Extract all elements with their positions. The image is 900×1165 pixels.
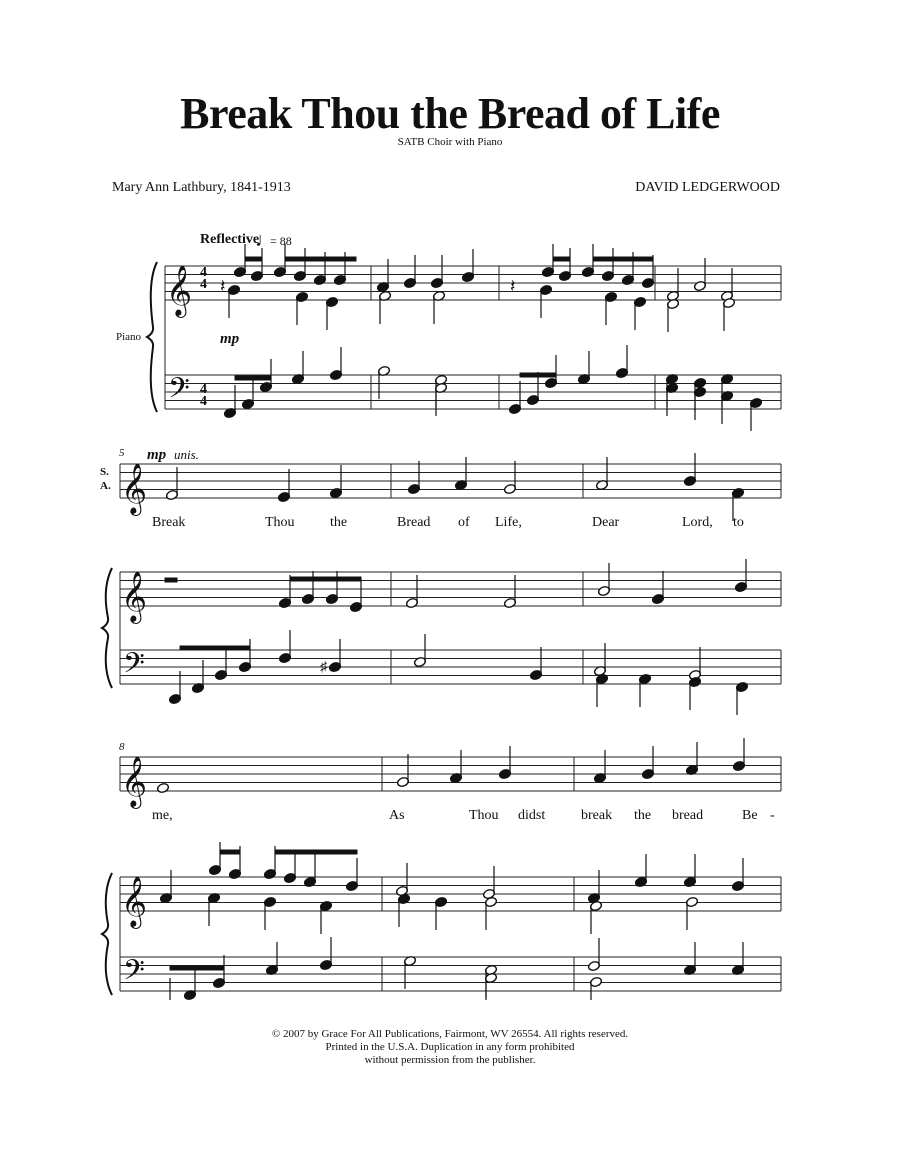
beam bbox=[180, 646, 250, 650]
lyric-syllable: the bbox=[330, 515, 348, 530]
sharp-icon: ♯ bbox=[320, 660, 327, 675]
measure-number: 8 bbox=[119, 741, 125, 753]
beam bbox=[220, 850, 240, 854]
measure-number: 5 bbox=[119, 447, 125, 459]
lyric-syllable: to bbox=[733, 515, 744, 530]
beam bbox=[520, 373, 556, 377]
treble-clef-icon: 𝄞 bbox=[121, 876, 148, 927]
bass-clef-icon: 𝄢 bbox=[123, 954, 145, 994]
lyric-syllable: break bbox=[581, 808, 613, 823]
lyric-syllable: bread bbox=[672, 808, 704, 823]
lyric-syllable: - bbox=[770, 808, 775, 823]
piano-label: Piano bbox=[116, 331, 142, 343]
lyric-syllable: Dear bbox=[592, 515, 620, 530]
lyric-syllable: As bbox=[389, 808, 405, 823]
brace bbox=[147, 262, 157, 412]
beam bbox=[275, 850, 357, 854]
brace bbox=[102, 568, 112, 688]
notehead bbox=[156, 782, 169, 793]
unison-marking: unis. bbox=[174, 447, 199, 462]
lyric-syllable: Break bbox=[152, 515, 186, 530]
composer-credit: DAVID LEDGERWOOD bbox=[635, 180, 780, 195]
tempo-value: = 88 bbox=[270, 234, 292, 248]
lyric-syllable: of bbox=[458, 515, 470, 530]
beam bbox=[285, 257, 356, 261]
rest-icon bbox=[165, 578, 177, 582]
treble-clef-icon: 𝄞 bbox=[121, 463, 148, 514]
subtitle: SATB Choir with Piano bbox=[397, 136, 503, 148]
brace bbox=[102, 873, 112, 995]
lyric-syllable: Lord, bbox=[682, 515, 713, 530]
soprano-label: S. bbox=[100, 466, 109, 478]
beam bbox=[170, 966, 224, 970]
alto-label: A. bbox=[100, 480, 111, 492]
lyric-syllable: Thou bbox=[265, 515, 295, 530]
time-signature-bass: 4 4 bbox=[200, 382, 207, 409]
dynamic-intro: mp bbox=[220, 331, 240, 347]
time-signature-treble: 4 4 bbox=[200, 265, 207, 292]
rest-icon: 𝄽 bbox=[220, 276, 226, 296]
page-title: Break Thou the Bread of Life bbox=[180, 89, 720, 138]
lyric-syllable: the bbox=[634, 808, 652, 823]
lyric-syllable: Bread bbox=[397, 515, 431, 530]
lyricist-credit: Mary Ann Lathbury, 1841-1913 bbox=[112, 180, 291, 195]
beam bbox=[245, 257, 262, 261]
copyright-line: © 2007 by Grace For All Publications, Fairmont, WV 26554. All rights reserved. bbox=[271, 1028, 629, 1040]
lyric-syllable: me, bbox=[152, 808, 173, 823]
treble-clef-icon: 𝄞 bbox=[121, 756, 148, 807]
beam bbox=[553, 257, 570, 261]
rest-icon: 𝄽 bbox=[510, 276, 516, 296]
beam bbox=[593, 257, 653, 261]
lyric-syllable: Thou bbox=[469, 808, 499, 823]
copyright-line: Printed in the U.S.A. Duplication in any form prohibited bbox=[325, 1041, 575, 1053]
quarter-note-icon: ♩ bbox=[255, 229, 275, 251]
beam bbox=[235, 376, 271, 380]
dynamic-voice: mp bbox=[147, 447, 167, 463]
lyric-syllable: Be bbox=[742, 808, 758, 823]
bass-clef-icon: 𝄢 bbox=[123, 647, 145, 687]
copyright-footer bbox=[0, 1028, 900, 1067]
bass-clef-icon: 𝄢 bbox=[168, 372, 190, 412]
copyright-line: without permission from the publisher. bbox=[364, 1054, 536, 1066]
treble-clef-icon: 𝄞 bbox=[166, 265, 193, 316]
lyric-syllable: Life, bbox=[495, 515, 522, 530]
treble-clef-icon: 𝄞 bbox=[121, 571, 148, 622]
beam bbox=[290, 577, 361, 581]
lyric-syllable: didst bbox=[518, 808, 546, 823]
tempo-marking: Reflective bbox=[200, 232, 260, 247]
